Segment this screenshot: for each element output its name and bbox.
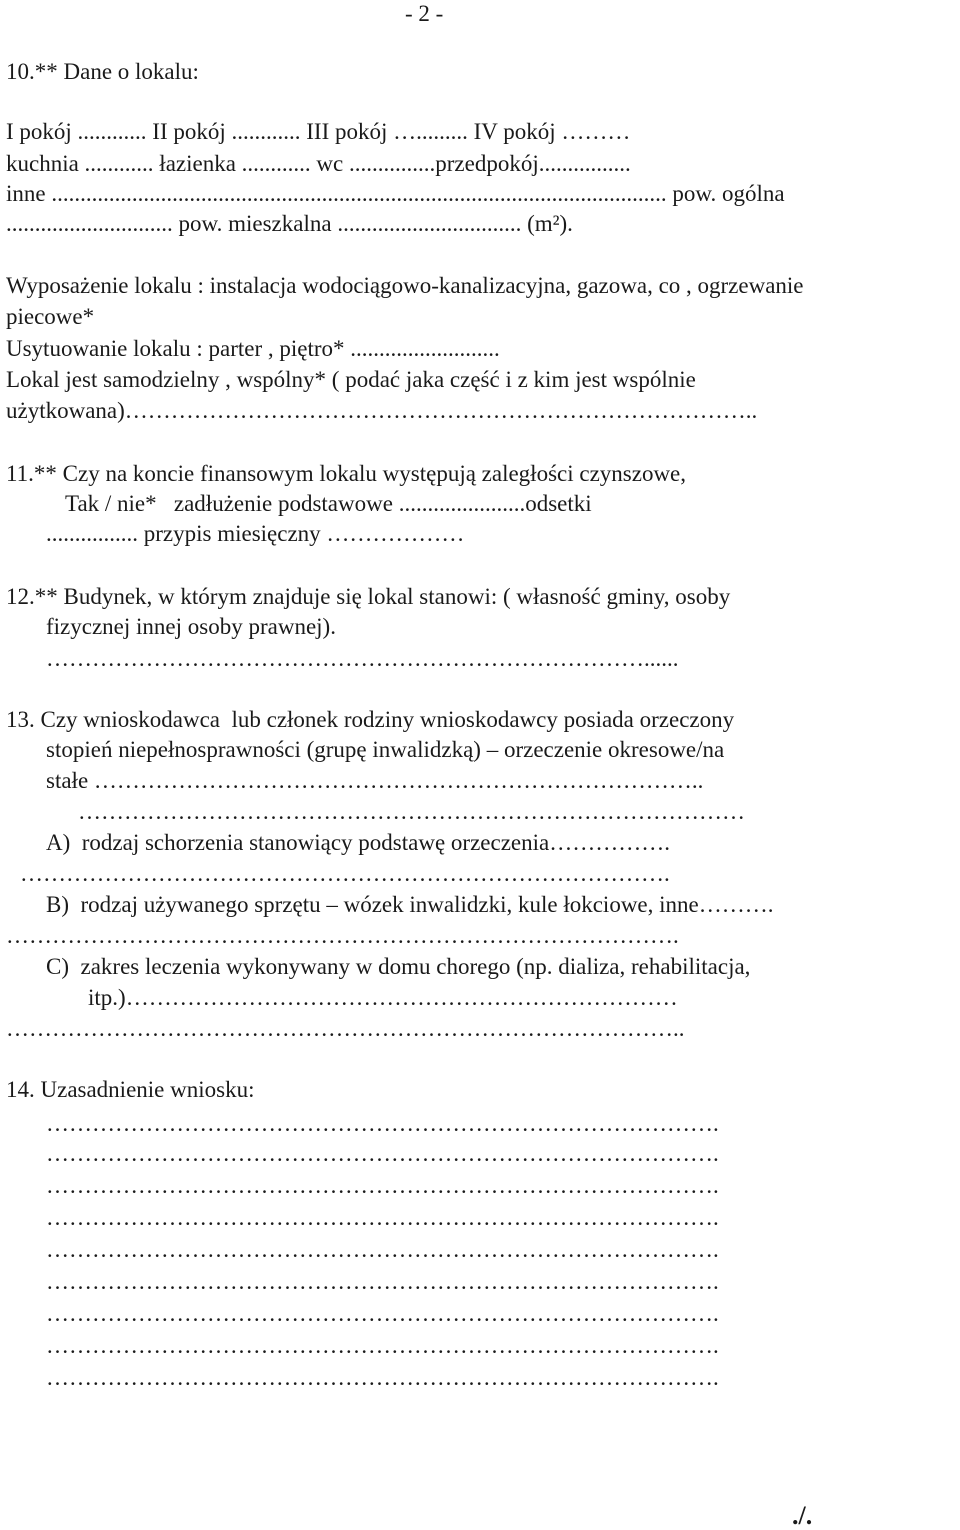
section-13-item-b: B) rodzaj używanego sprzętu – wózek inwalidzki, kule łokciowe, inne………. <box>46 892 774 917</box>
section-13-line: 13. Czy wnioskodawca lub członek rodziny wnioskodawcy posiada orzeczony <box>6 707 735 732</box>
section-13-line: stopień niepełnosprawności (grupę inwalidzką) – orzeczenie okresowe/na <box>46 737 725 762</box>
shared-line: Lokal jest samodzielny , wspólny* ( podać jaka część i z kim jest wspólnie <box>6 367 696 392</box>
rooms-line: kuchnia ............ łazienka ............ wc ...............przedpokój................ <box>6 151 631 176</box>
shared-line: użytkowana)……………………………………………………………………….. <box>6 398 758 423</box>
section-13-line: …………………………………………………………………………… <box>78 799 745 824</box>
justification-line: ……………………………………………………………………………. <box>46 1333 719 1358</box>
section-13-item-a: A) rodzaj schorzenia stanowiący podstawę orzeczenia……………. <box>46 830 670 855</box>
section-12-line: 12.** Budynek, w którym znajduje się lokal stanowi: ( własność gminy, osoby <box>6 584 731 609</box>
section-12-line: fizycznej innej osoby prawnej). <box>46 614 336 639</box>
section-13-line: stałe …………………………………………………………………….. <box>46 768 704 793</box>
justification-line: ……………………………………………………………………………. <box>46 1237 719 1262</box>
section-13-line: ……………………………………………………………………………. <box>6 923 679 948</box>
section-11-line: ................ przypis miesięczny ……………… <box>46 521 465 546</box>
section-13-item-c: itp.)……………………………………………………………… <box>88 985 678 1010</box>
section-12-line: ……………………………………………………………………...... <box>46 646 679 671</box>
page-number: - 2 - <box>405 1 444 26</box>
justification-line: ……………………………………………………………………………. <box>46 1141 719 1166</box>
justification-line: ……………………………………………………………………………. <box>46 1111 719 1136</box>
rooms-line: I pokój ............ II pokój ............ III pokój …......... IV pokój ……… <box>6 119 631 144</box>
equipment-line: piecowe* <box>6 304 95 329</box>
rooms-line: ............................. pow. mieszkalna ................................ (m²). <box>6 211 573 236</box>
rooms-line: inne ........................................................................................................... pow. ogólna <box>6 181 785 206</box>
justification-line: ……………………………………………………………………………. <box>46 1301 719 1326</box>
section-13-line: …………………………………………………………………………….. <box>6 1016 685 1041</box>
justification-line: ……………………………………………………………………………. <box>46 1205 719 1230</box>
section-10-heading: 10.** Dane o lokalu: <box>6 59 199 84</box>
section-13-line: …………………………………………………………………………. <box>20 861 670 886</box>
justification-line: ……………………………………………………………………………. <box>46 1365 719 1390</box>
location-line: Usytuowanie lokalu : parter , piętro* .......................... <box>6 336 500 361</box>
end-mark: ./. <box>792 1501 813 1530</box>
equipment-line: Wyposażenie lokalu : instalacja wodociągowo-kanalizacyjna, gazowa, co , ogrzewanie <box>6 273 804 298</box>
justification-line: ……………………………………………………………………………. <box>46 1173 719 1198</box>
section-13-item-c: C) zakres leczenia wykonywany w domu chorego (np. dializa, rehabilitacja, <box>46 954 751 979</box>
section-11-line: 11.** Czy na koncie finansowym lokalu występują zaległości czynszowe, <box>6 461 687 486</box>
section-11-line: Tak / nie* zadłużenie podstawowe ......................odsetki <box>65 491 592 516</box>
justification-line: ……………………………………………………………………………. <box>46 1269 719 1294</box>
section-14-heading: 14. Uzasadnienie wniosku: <box>6 1077 255 1102</box>
